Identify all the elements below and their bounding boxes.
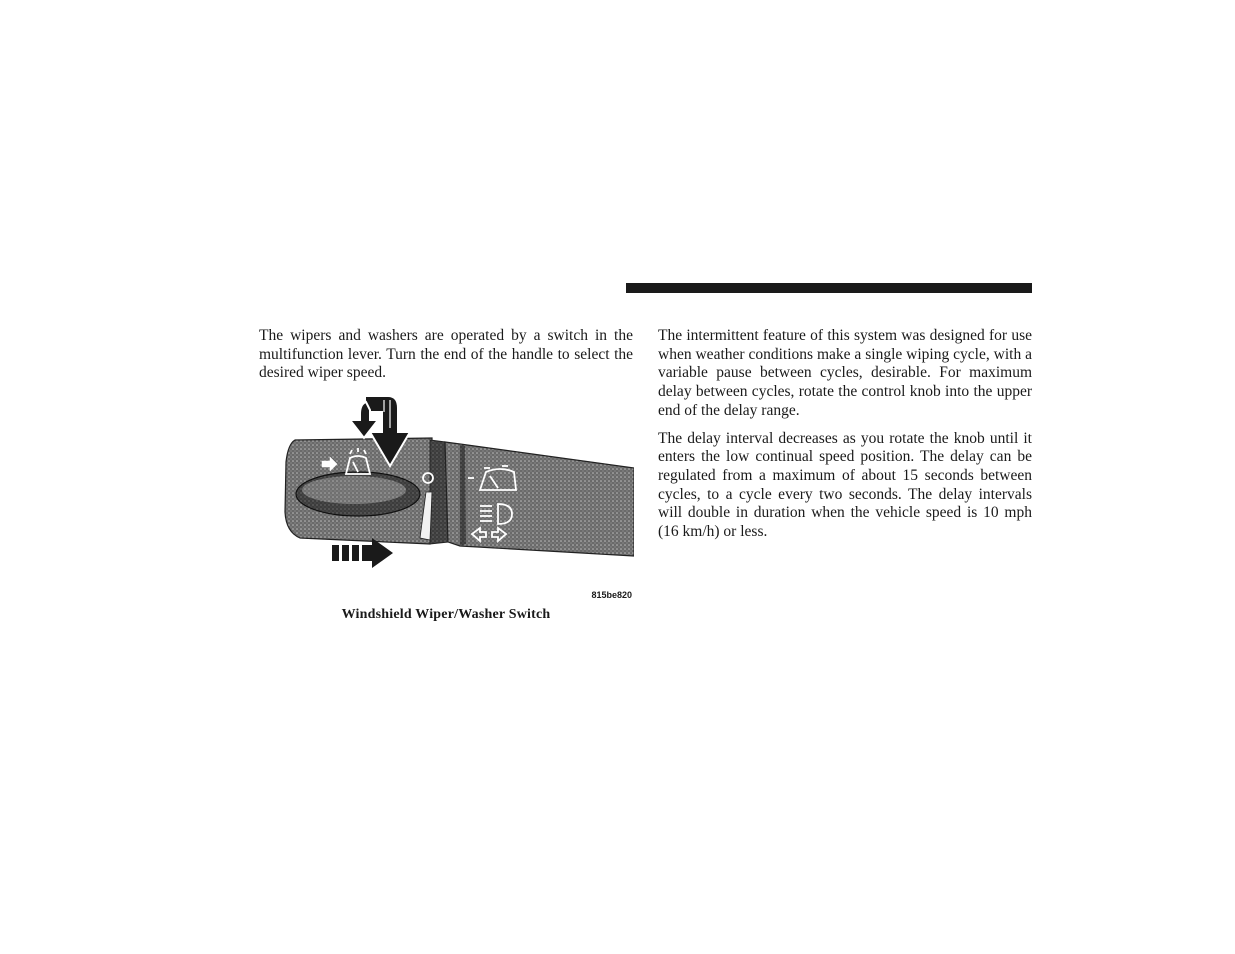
left-column xyxy=(259,327,633,392)
intro-paragraph: The wipers and washers are operated by a switch in the multifunction lever. Turn the end of the handle to select the desired wiper speed. xyxy=(259,327,633,382)
header-rule xyxy=(626,283,1032,293)
wiper-switch-illustration xyxy=(280,392,634,604)
delay-paragraph: The delay interval decreases as you rotate the knob until it enters the low continual speed position. The delay can be regulated from a maximum of about 15 seconds between cycles, to a cycle every two seconds. The delay intervals will double in duration when the vehicle speed is 10 mph (16 km/h) or less. xyxy=(658,429,1032,541)
wiper-switch-figure xyxy=(280,392,634,604)
figure-caption: Windshield Wiper/Washer Switch xyxy=(341,607,551,622)
push-arrow-icon xyxy=(332,538,393,568)
figure-code: 815be820 xyxy=(591,590,632,600)
right-column xyxy=(658,327,1032,551)
intermittent-paragraph: The intermittent feature of this system was designed for use when weather conditions make a single wiping cycle, with a variable pause between cycles, desirable. For maximum delay between cycles, rotate the control knob into the upper end of the delay range. xyxy=(658,327,1032,419)
